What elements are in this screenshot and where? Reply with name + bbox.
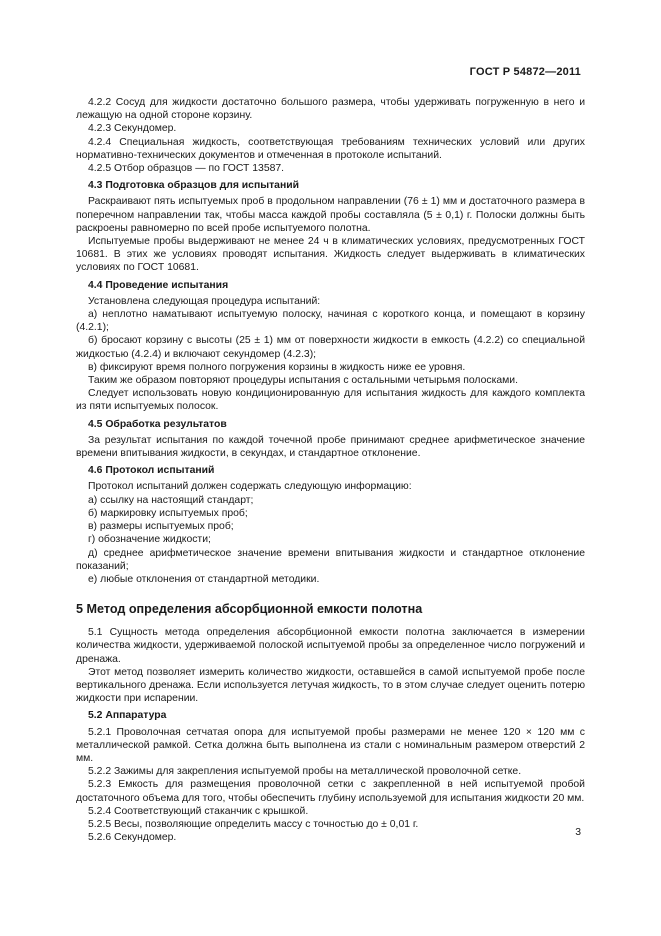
section-heading: 4.6 Протокол испытаний (88, 465, 215, 477)
paragraph: 5.2.1 Проволочная сетчатая опора для испытуемой пробы размерами не менее 120 × 120 мм с металлической рамкой. Сетка должна быть выполнена из стали с номинальным размером отверстий 2 мм. (76, 726, 585, 764)
paragraph: Следует использовать новую кондиционированную для испытания жидкость для каждого комплекта из пяти испытуемых полосок. (76, 388, 585, 413)
paragraph: 5.2.2 Зажимы для закрепления испытуемой пробы на металлической проволочной сетке. (88, 766, 522, 778)
chapter-heading: 5 Метод определения абсорбционной емкости полотна (76, 602, 423, 617)
list-item: в) размеры испытуемых проб; (88, 521, 234, 533)
paragraph: 4.2.4 Специальная жидкость, соответствующая требованиям технических условий или других нормативно-технических документов и отмеченная в протоколе испытаний. (76, 136, 585, 161)
paragraph: Этот метод позволяет измерить количество жидкости, оставшейся в самой испытуемой пробе после вертикального дренажа. Если используется летучая жидкость, то в этом случае следует оценить потерю жидкости при испарении. (76, 666, 585, 705)
paragraph: Установлена следующая процедура испытаний: (88, 295, 321, 307)
paragraph: Раскраивают пять испытуемых проб в продольном направлении (76 ± 1) мм и достаточного размера в поперечном направлении так, чтобы масса каждой пробы составляла (5 ± 0,1) г. Полоски должны быть раскроены равномерно по всей пробе испытуемого полотна. (76, 196, 585, 234)
paragraph: 4.2.2 Сосуд для жидкости достаточно большого размера, чтобы удерживать погруженную в него и лежащую на одной стороне корзину. (76, 97, 585, 122)
list-item: г) обозначение жидкости; (88, 534, 211, 546)
list-item: е) любые отклонения от стандартной методики. (88, 573, 320, 585)
paragraph: Таким же образом повторяют процедуры испытания с остальными четырьмя полосками. (88, 375, 518, 387)
paragraph: За результат испытания по каждой точечной пробе принимают среднее арифметическое значение времени впитывания жидкости, в секундах, и стандартное отклонение. (76, 434, 585, 460)
list-item: в) фиксируют время полного погружения корзины в жидкость ниже ее уровня. (88, 361, 466, 373)
document-header: ГОСТ Р 54872—2011 (469, 66, 581, 78)
list-item: а) неплотно наматывают испытуемую полоску, начиная с короткого конца, и помещают в корзину (4.2.1); (76, 309, 585, 334)
list-item: б) бросают корзину с высоты (25 ± 1) мм от поверхности жидкости в емкость (4.2.2) со специальной жидкостью (4.2.4) и включают секундомер (4.2.3); (76, 335, 585, 360)
paragraph: Протокол испытаний должен содержать следующую информацию: (88, 481, 412, 493)
paragraph: 5.2.3 Емкость для размещения проволочной сетки с закрепленной в ней испытуемой пробой достаточного объема для того, чтобы обеспечить глубину используемой для испытания жидкости 20 мм. (76, 779, 585, 804)
paragraph: 5.2.5 Весы, позволяющие определить массу с точностью до ± 0,01 г. (88, 818, 419, 830)
list-item: а) ссылку на настоящий стандарт; (88, 494, 254, 506)
paragraph: 5.2.6 Секундомер. (88, 832, 177, 844)
paragraph: 4.2.5 Отбор образцов — по ГОСТ 13587. (88, 163, 285, 175)
list-item: д) среднее арифметическое значение времени впитывания жидкости и стандартное отклонение показаний; (76, 547, 585, 572)
paragraph: 5.1 Сущность метода определения абсорбционной емкости полотна заключается в измерении количества жидкости, удерживаемой полоской испытуемой пробы за определенное число погружений и дренажа. (76, 627, 585, 665)
page-number: 3 (575, 827, 581, 838)
paragraph: Испытуемые пробы выдерживают не менее 24 ч в климатических условиях, предусмотренных ГОСТ 10681. В этих же условиях проводят испытания. Жидкость следует выдерживать в климатических условиях по ГОСТ 10681. (76, 236, 585, 274)
paragraph: 4.2.3 Секундомер. (88, 123, 177, 135)
list-item: б) маркировку испытуемых проб; (88, 507, 248, 519)
section-heading: 4.4 Проведение испытания (88, 279, 229, 291)
paragraph: 5.2.4 Соответствующий стаканчик с крышкой. (88, 805, 309, 817)
section-heading: 4.3 Подготовка образцов для испытаний (88, 180, 300, 192)
section-heading: 4.5 Обработка результатов (88, 418, 227, 430)
section-heading: 5.2 Аппаратура (88, 710, 167, 722)
document-body (76, 96, 585, 844)
